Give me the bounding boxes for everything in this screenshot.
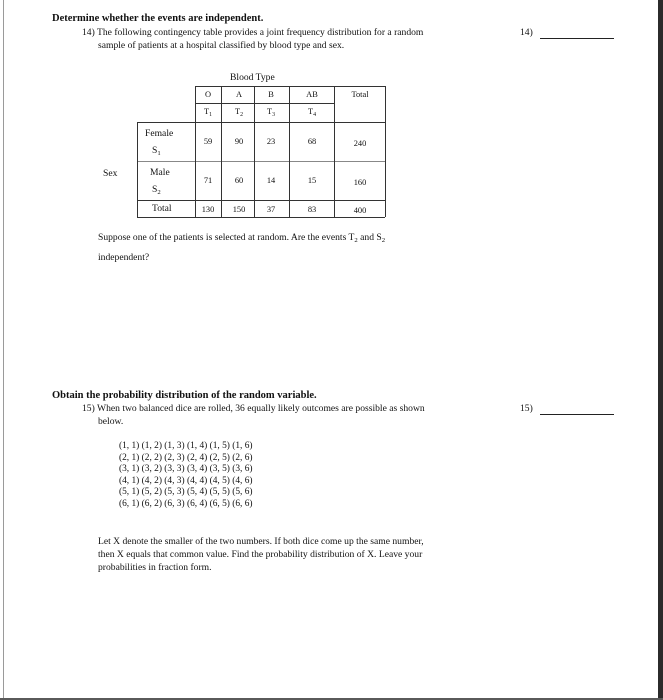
- table-rule: [195, 86, 196, 217]
- col-event-t4: $T_4$: [307, 107, 317, 118]
- cell-female-o: 59: [203, 137, 213, 146]
- cell-total-a: 150: [232, 205, 246, 214]
- col-total-header: Total: [351, 90, 369, 99]
- table-rule: [254, 86, 255, 217]
- q15-answer-label: 15): [520, 403, 533, 414]
- col-type-a: A: [235, 90, 243, 99]
- table-rule: [137, 217, 385, 218]
- outcome-row: (6, 1) (6, 2) (6, 3) (6, 4) (6, 5) (6, 6): [119, 498, 253, 509]
- q15-para-line1: Let X denote the smaller of the two numbers. If both dice come up the same number,: [98, 536, 424, 547]
- table-rule: [137, 161, 385, 162]
- q14-answer-label: 14): [520, 27, 533, 38]
- outcome-row: (2, 1) (2, 2) (2, 3) (2, 4) (2, 5) (2, 6): [119, 452, 253, 463]
- cell-female-total: 240: [353, 139, 367, 148]
- row-group-label: Sex: [103, 168, 118, 179]
- q15-para-line2: then X equals that common value. Find the probability distribution of X. Leave your: [98, 549, 423, 560]
- table-rule: [289, 86, 290, 217]
- cell-male-o: 71: [203, 176, 213, 185]
- table-rule: [334, 86, 335, 217]
- col-type-o: O: [204, 90, 212, 99]
- cell-total-o: 130: [201, 205, 215, 214]
- cell-male-total: 160: [353, 178, 367, 187]
- q14-text-line2: sample of patients at a hospital classified by blood type and sex.: [98, 40, 345, 51]
- q15-text-line1: 15) When two balanced dice are rolled, 36 equally likely outcomes are possible as shown: [82, 403, 425, 414]
- cell-male-ab: 15: [307, 176, 317, 185]
- cell-grand-total: 400: [353, 206, 367, 215]
- q15-text-line2: below.: [98, 416, 124, 427]
- table-rule: [137, 122, 385, 123]
- q15-answer-blank[interactable]: [540, 414, 614, 415]
- table-rule: [137, 200, 385, 201]
- cell-total-ab: 83: [307, 205, 317, 214]
- cell-male-b: 14: [266, 176, 276, 185]
- dice-outcomes-list: [119, 441, 253, 511]
- table-rule: [385, 86, 386, 217]
- table-rule: [137, 122, 138, 217]
- document-page: [3, 0, 660, 699]
- cell-female-a: 90: [234, 137, 244, 146]
- row-label-female: Female: [145, 128, 174, 139]
- cell-male-a: 60: [234, 176, 244, 185]
- cell-total-b: 37: [266, 205, 276, 214]
- table-rule: [195, 103, 334, 104]
- table-group-header: Blood Type: [230, 72, 275, 83]
- cell-female-b: 23: [266, 137, 276, 146]
- cell-female-ab: 68: [307, 137, 317, 146]
- row-event-s2: $S_2$: [152, 184, 161, 196]
- outcome-row: (3, 1) (3, 2) (3, 3) (3, 4) (3, 5) (3, 6): [119, 464, 253, 475]
- col-event-t3: $T_3$: [266, 107, 276, 118]
- col-type-ab: AB: [306, 90, 318, 99]
- q14-question: Suppose one of the patients is selected at random. Are the events $T_2$ and $S_2$: [98, 232, 386, 244]
- col-event-t2: $T_2$: [234, 107, 244, 118]
- q14-heading: Determine whether the events are independent.: [52, 13, 264, 24]
- col-event-t1: $T_1$: [203, 107, 213, 118]
- q14-question-line2: independent?: [98, 252, 150, 263]
- table-rule: [221, 86, 222, 217]
- row-label-total: Total: [152, 203, 172, 214]
- q14-text-line1: 14) The following contingency table provides a joint frequency distribution for a random: [82, 27, 424, 38]
- col-type-b: B: [268, 90, 274, 99]
- row-label-male: Male: [150, 167, 170, 178]
- page-edge-shadow: [658, 0, 663, 700]
- outcome-row: (1, 1) (1, 2) (1, 3) (1, 4) (1, 5) (1, 6): [119, 441, 253, 451]
- q15-para-line3: probabilities in fraction form.: [98, 562, 212, 573]
- q14-answer-blank[interactable]: [540, 38, 614, 39]
- table-rule: [195, 86, 385, 87]
- q15-heading: Obtain the probability distribution of the random variable.: [52, 390, 317, 401]
- row-event-s1: $S_1$: [152, 145, 161, 157]
- outcome-row: (5, 1) (5, 2) (5, 3) (5, 4) (5, 5) (5, 6): [119, 487, 253, 498]
- outcome-row: (4, 1) (4, 2) (4, 3) (4, 4) (4, 5) (4, 6): [119, 475, 253, 486]
